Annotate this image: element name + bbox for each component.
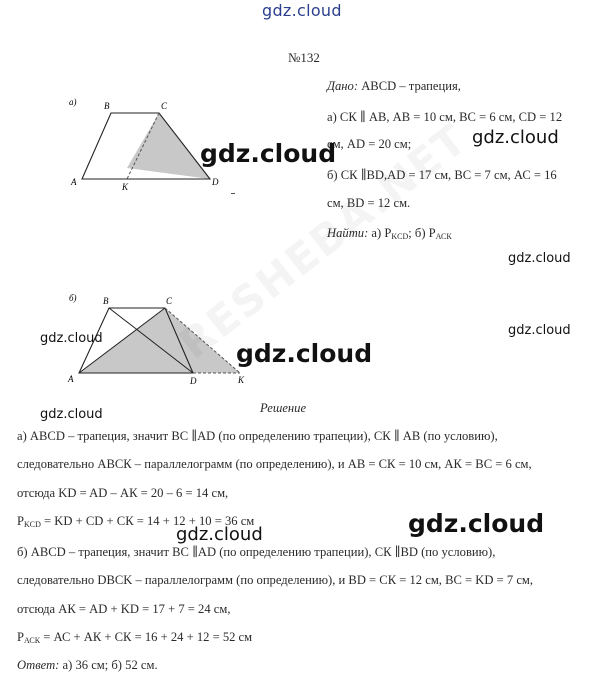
problem-number: №132 xyxy=(288,50,320,65)
answer-text: а) 36 см; б) 52 см. xyxy=(59,658,158,672)
shaded-triangle-kcd xyxy=(127,113,210,179)
perimeter-calc: = АС + АК + СК = 16 + 24 + 12 = 52 см xyxy=(40,630,253,644)
label-k: K xyxy=(238,375,245,385)
site-watermark: gdz.cloud xyxy=(200,139,337,168)
find-a: а) Р xyxy=(368,226,392,240)
label-b: B xyxy=(103,296,109,306)
solution-a-line1: а) ABCD – трапеция, значит ВС ∥AD (по определению трапеции), СК ∥ АВ (по условию), xyxy=(17,429,498,443)
find-label: Найти: xyxy=(327,226,369,240)
solution-b-line2: следовательно DBCK – параллелограмм (по определению), и BD = СК = 12 см, ВС = KD = 7 см, xyxy=(17,573,534,587)
find-a-sub: KCD xyxy=(391,232,409,241)
find-b: ; б) Р xyxy=(408,226,436,240)
answer-label: Ответ: xyxy=(17,658,60,672)
site-watermark: gdz.cloud xyxy=(508,251,571,266)
given-line-b1: б) СК ∥BD,AD = 17 см, ВС = 7 см, АС = 16 xyxy=(327,168,557,182)
site-watermark: gdz.cloud xyxy=(40,407,103,422)
given-head xyxy=(327,79,461,94)
solution-b-line3: отсюда АК = AD + KD = 17 + 7 = 24 см, xyxy=(17,602,231,616)
label-c: C xyxy=(166,296,173,306)
label-b: B xyxy=(104,101,110,111)
label-c: C xyxy=(161,101,168,111)
perimeter-calc: = KD + CD + СК = 14 + 12 + 10 = 36 см xyxy=(40,514,255,528)
label-d: D xyxy=(190,376,197,386)
given-line-a2: см, AD = 20 см; xyxy=(327,137,412,151)
site-watermark: gdz.cloud xyxy=(236,339,373,368)
perimeter-symbol: Р xyxy=(17,514,25,528)
given-line-a1: а) СК ∥ АВ, АВ = 10 см, ВС = 6 см, CD = 12 xyxy=(327,110,563,124)
given-label: Дано: xyxy=(327,79,359,93)
label-a: A xyxy=(71,177,77,187)
site-watermark: gdz.cloud xyxy=(40,331,103,346)
solution-a-line2: следовательно АВСК – параллелограмм (по определению), и АВ = СК = 10 см, АК = ВС = 6 см, xyxy=(17,457,532,471)
solution-b-line4 xyxy=(17,630,252,645)
site-watermark-top: gdz.cloud xyxy=(262,1,342,20)
figure-a-tag: а) xyxy=(69,97,77,107)
site-watermark: gdz.cloud xyxy=(508,323,571,338)
label-a: A xyxy=(68,374,74,384)
answer-line xyxy=(17,658,158,673)
given-head-text: ABCD – трапеция, xyxy=(358,79,461,93)
label-k: K xyxy=(122,182,129,192)
find-b-sub: АСК xyxy=(435,232,452,241)
site-watermark: gdz.cloud xyxy=(176,524,263,545)
perimeter-symbol: Р xyxy=(17,630,25,644)
solution-a-line3: отсюда KD = AD – АК = 20 – 6 = 14 см, xyxy=(17,486,229,500)
site-watermark: gdz.cloud xyxy=(408,509,545,538)
stray-mark xyxy=(231,193,235,194)
perimeter-sub: KCD xyxy=(24,520,41,529)
label-d: D xyxy=(212,177,219,187)
given-line-b2: см, BD = 12 см. xyxy=(327,196,411,210)
figure-b-tag: б) xyxy=(69,293,77,303)
site-watermark: gdz.cloud xyxy=(472,127,559,148)
solution-b-line1: б) ABCD – трапеция, значит ВС ∥AD (по определению трапеции), СК ∥BD (по условию), xyxy=(17,545,496,559)
perimeter-sub: АСК xyxy=(24,636,41,645)
solution-title: Решение xyxy=(260,401,307,415)
